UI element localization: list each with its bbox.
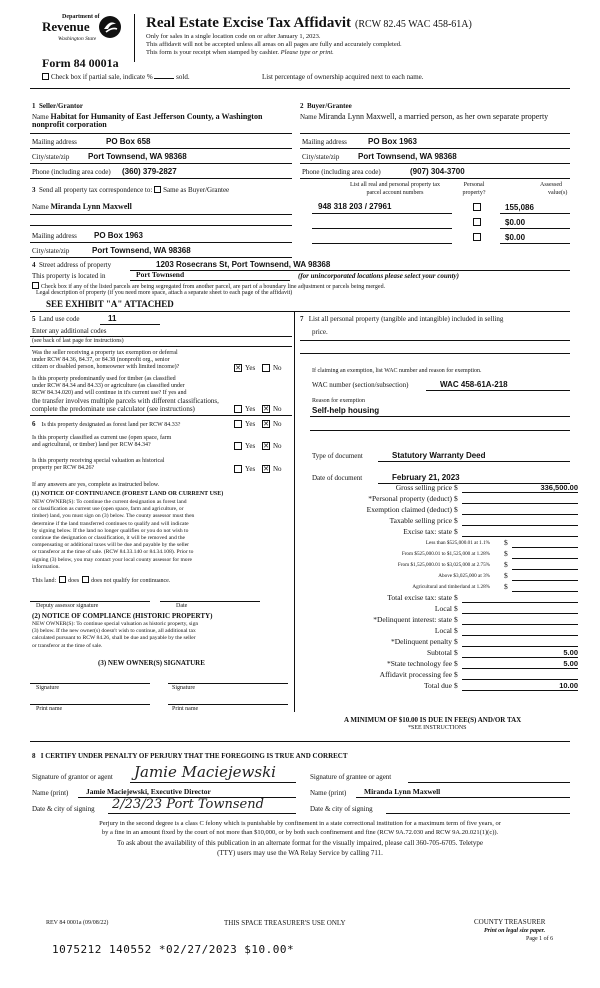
location-value[interactable]: Port Townsend <box>136 270 185 279</box>
dollar-sign: $ <box>504 571 508 580</box>
deputy-assessor-label: Deputy assessor signature <box>36 603 99 609</box>
continuance-line: or transferor at the time of sale. (RCW 84.33.140 or 84.34.108). Prior to <box>32 549 194 556</box>
personal-property-heading-2: price. <box>312 328 328 336</box>
tax-row <box>300 505 578 515</box>
forest-no-checkbox[interactable]: ✕ <box>263 420 269 428</box>
grantee-signature-label: Signature of grantee or agent <box>310 773 392 781</box>
perjury-line-1: Perjury in the second degree is a class C felony which is punishable by confinement in a state correctional institution for a maximum term of five years, or <box>99 820 501 827</box>
section-1-number: 1 <box>32 102 36 110</box>
continuance-line: compensating or additional taxes will be due and payable by the seller <box>32 542 190 549</box>
corr-name-label: Name <box>32 203 49 211</box>
corr-heading: Send all property tax correspondence to: <box>39 186 153 194</box>
q-current-use-1: Is this property classified as current use (open space, farm <box>32 435 172 441</box>
buyer-phone-label: Phone (including area code) <box>302 168 381 176</box>
dollar-sign: $ <box>504 538 508 547</box>
doc-type-label: Type of document <box>312 452 363 460</box>
q-historic-2: property per RCW 84.26? <box>32 465 95 471</box>
tax-row-label: Total due <box>423 681 452 690</box>
continuance-body <box>32 499 294 571</box>
tax-row-label: Local <box>434 626 452 635</box>
see-instructions-note: *SEE INSTRUCTIONS <box>408 725 467 731</box>
new-owner-signature-1: Signature <box>36 685 59 691</box>
tax-row-label: From $1,525,000.01 to $3,025,000 at 2.75% <box>397 562 490 568</box>
segregated-label: Check box if any of the listed parcels are being segregated from another parcel, are part of a boundary line adjustment or parcels being merged. <box>41 284 386 290</box>
buyer-name-value[interactable]: Miranda Lynn Maxwell, a married person, as her own separate property <box>318 112 549 121</box>
corr-mail-label: Mailing address <box>32 232 77 240</box>
q-historic-1: Is this property receiving special valuation as historical <box>32 458 165 464</box>
current-use-no-checkbox[interactable]: ✕ <box>263 442 269 450</box>
certification-statement: I CERTIFY UNDER PENALTY OF PERJURY THAT THE FOREGOING IS TRUE AND CORRECT <box>40 752 348 760</box>
corr-city-value[interactable]: Port Townsend, WA 98368 <box>92 246 191 255</box>
logo-revenue-text: Revenue <box>42 19 90 34</box>
seller-phone-value[interactable]: (360) 379-2827 <box>122 167 177 176</box>
compliance-line: calculated pursuant to RCW 84.26, shall be due and payable by the seller <box>32 635 196 642</box>
dollar-sign: $ <box>454 626 458 635</box>
continuance-line: continue the designation or classification, it will be removed and the <box>32 535 186 542</box>
new-owner-print-1: Print name <box>36 706 63 712</box>
tax-row <box>300 604 578 614</box>
tax-row <box>300 516 578 526</box>
personal-property-heading: List all personal property (tangible and intangible) included in selling <box>308 315 504 323</box>
section-8-number: 8 <box>32 752 36 760</box>
current-use-yes-label: Yes <box>245 442 256 450</box>
form-revision: REV 84 0001a (09/08/22) <box>46 920 109 926</box>
forest-no-label: No <box>273 420 282 428</box>
buyer-name-label: Name <box>300 113 317 121</box>
dollar-sign: $ <box>454 659 458 668</box>
land-use-label: Land use code <box>39 315 80 323</box>
same-as-buyer-label: Same as Buyer/Grantee <box>163 186 230 194</box>
q-timber-2: under RCW 84.34 and 84.33) or agriculture (as classified under <box>32 383 185 389</box>
ownership-note: List percentage of ownership acquired next to each name. <box>262 73 424 81</box>
timber-yes-checkbox[interactable] <box>234 405 242 413</box>
tax-row-label: Exemption claimed (deduct) <box>366 505 452 514</box>
grantee-name-value[interactable]: Miranda Lynn Maxwell <box>364 787 441 796</box>
exemption-yes-label: Yes <box>245 364 256 372</box>
continuance-line: by signing below. If the land no longer qualifies or you do not wish to <box>32 527 189 534</box>
exemption-no-checkbox[interactable] <box>262 364 270 372</box>
tax-row-label: Local <box>434 604 452 613</box>
section-6-number: 6 <box>32 420 36 428</box>
partial-sale-checkbox[interactable] <box>42 73 49 80</box>
compliance-heading: (2) NOTICE OF COMPLIANCE (HISTORIC PROPERTY) <box>32 612 213 620</box>
compliance-line: or transferor at the time of sale. <box>32 642 103 649</box>
grantor-name-label: Name (print) <box>32 789 69 797</box>
buyer-heading: Buyer/Grantee <box>307 102 352 110</box>
form-title: Real Estate Excise Tax Affidavit <box>146 15 351 31</box>
tax-row <box>300 549 578 559</box>
dollar-sign: $ <box>454 483 458 492</box>
assessed-value-1[interactable]: 155,086 <box>505 203 534 212</box>
historic-yes-label: Yes <box>245 465 256 473</box>
q-exemption-3: citizen or disabled person, homeowner with limited income)? <box>32 364 180 370</box>
legal-description-label: Legal description of property (if you need more space, attach a separate sheet to each page of the affidavit) <box>36 290 293 296</box>
form-number: Form 84 0001a <box>42 56 119 70</box>
additional-codes-note: (see back of last page for instructions) <box>32 338 124 344</box>
tax-row-label: Total excise tax: state <box>387 593 452 602</box>
continuance-heading: (1) NOTICE OF CONTINUANCE (FOREST LAND OR CURRENT USE) <box>32 491 224 497</box>
forest-yes-checkbox[interactable] <box>234 420 242 428</box>
tax-row <box>300 681 578 691</box>
dollar-sign: $ <box>504 549 508 558</box>
tax-row <box>300 483 578 493</box>
additional-codes-label: Enter any additional codes <box>32 327 107 335</box>
header-line-3b: Please type or print. <box>280 49 334 56</box>
does-checkbox[interactable] <box>59 576 66 583</box>
does-not-checkbox[interactable] <box>82 576 89 583</box>
tax-row-label: *Personal property (deduct) <box>368 494 452 503</box>
tax-row-label: Gross selling price <box>395 483 452 492</box>
personal-header-1: Personal <box>463 182 485 188</box>
minimum-due-note: A MINIMUM OF $10.00 IS DUE IN FEE(S) AND/OR TAX <box>344 716 522 724</box>
grantor-date-label: Date & city of signing <box>32 805 95 813</box>
street-value[interactable]: 1203 Rosecrans St, Port Townsend, WA 98368 <box>156 260 331 269</box>
perjury-line-4: (TTY) users may use the WA Relay Service by calling 711. <box>217 849 383 857</box>
cashier-stamp: 1075212 140552 *02/27/2023 $10.00* <box>52 943 295 956</box>
tax-row-label: From $525,000.01 to $1,525,000 at 1.28% <box>401 551 490 557</box>
dollar-sign: $ <box>504 560 508 569</box>
tax-row-label: *Delinquent penalty <box>390 637 452 646</box>
deputy-date-label: Date <box>176 603 188 609</box>
grantor-signature[interactable]: Jamie Maciejewski <box>134 763 276 781</box>
grantor-name-value[interactable]: Jamie Maciejewski, Executive Director <box>86 787 211 796</box>
tax-row <box>300 494 578 504</box>
q-timber-1: Is this property predominantly used for timber (as classified <box>32 376 176 382</box>
new-owner-print-2: Print name <box>172 706 199 712</box>
tax-row-value[interactable]: 336,500.00 <box>540 483 578 492</box>
wac-label: WAC number (section/subsection) <box>312 381 409 389</box>
q-timber-5: complete the predominate use calculator (see instructions) <box>32 405 195 413</box>
tax-row-value[interactable]: 5.00 <box>563 659 578 668</box>
form-title-block <box>146 14 472 32</box>
tax-row <box>300 626 578 636</box>
buyer-mail-value[interactable]: PO Box 1963 <box>368 137 417 146</box>
tax-row <box>300 659 578 669</box>
doc-type-value[interactable]: Statutory Warranty Deed <box>392 451 486 460</box>
dollar-sign: $ <box>454 670 458 679</box>
buyer-mail-label: Mailing address <box>302 138 347 146</box>
dollar-sign: $ <box>454 637 458 646</box>
doc-date-label: Date of document <box>312 474 363 482</box>
seller-name-value[interactable]: Habitat for Humanity of East Jefferson County, a Washington nonprofit corporation <box>32 112 263 129</box>
seller-heading: Seller/Grantor <box>39 102 83 110</box>
q-exemption-1: Was the seller receiving a property tax exemption or deferral <box>32 350 178 356</box>
tax-row-value[interactable]: 10.00 <box>559 681 578 690</box>
continuance-line: timber) land, you must sign on (3) below. The county assessor must then <box>32 513 195 520</box>
personal-property-checkbox-3[interactable] <box>473 233 481 241</box>
personal-property-checkbox-1[interactable] <box>473 203 481 211</box>
assessed-header-2: value(s) <box>548 190 568 196</box>
tax-row <box>300 560 578 570</box>
exemption-no-label: No <box>273 364 282 372</box>
tax-row <box>300 615 578 625</box>
section-6-note: If any answers are yes, complete as instructed below. <box>32 482 160 488</box>
compliance-body <box>32 621 294 650</box>
personal-header-2: property? <box>462 190 486 196</box>
tax-row-label: Subtotal <box>426 648 452 657</box>
q-exemption-2: under RCW 84.36, 84.37, or 84.38 (nonprofit org., senior <box>32 357 170 363</box>
dor-logo <box>40 14 122 52</box>
dollar-sign: $ <box>454 505 458 514</box>
q-current-use-2: and agricultural, or timber) land per RCW 84.34? <box>32 442 151 448</box>
current-use-yes-checkbox[interactable] <box>234 442 242 450</box>
perjury-line-3: To ask about the availability of this publication in an alternate format for the visually impaired, please call 360-705-6705. Teletype <box>116 839 484 847</box>
dollar-sign: $ <box>454 681 458 690</box>
legal-description-value[interactable]: SEE EXHIBIT "A" ATTACHED <box>46 299 174 309</box>
location-label: This property is located in <box>32 272 106 280</box>
assessed-header-1: Assessed <box>540 182 562 188</box>
seller-city-value[interactable]: Port Townsend, WA 98368 <box>88 152 187 161</box>
assessed-value-3[interactable]: $0.00 <box>505 233 526 242</box>
perjury-line-2: by a fine in an amount fixed by the court of not more than $10,000, or by both such confinement and fine (RCW 9A.72.030 and RCW 9A.20.021(1)(c)). <box>101 829 499 836</box>
historic-no-label: No <box>273 465 282 473</box>
tax-row <box>300 637 578 647</box>
page-number: Page 1 of 6 <box>526 936 554 942</box>
partial-sale-suffix: sold. <box>176 73 190 81</box>
seller-name-label: Name <box>32 113 49 121</box>
seller-mail-value[interactable]: PO Box 658 <box>106 137 151 146</box>
does-not-label: does not qualify for continuance. <box>91 578 171 584</box>
partial-sale-label: Check box if partial sale, indicate % <box>51 73 153 81</box>
historic-no-checkbox[interactable]: ✕ <box>263 465 269 473</box>
continuance-line: or classification as current use (open space, farm and agriculture, or <box>32 506 184 513</box>
segregated-checkbox[interactable] <box>32 282 39 289</box>
parcel-header-1: List all real and personal property tax <box>350 182 440 188</box>
seller-city-label: City/state/zip <box>32 153 70 161</box>
seller-mail-label: Mailing address <box>32 138 77 146</box>
historic-yes-checkbox[interactable] <box>234 465 242 473</box>
grantee-date-label: Date & city of signing <box>310 805 373 813</box>
current-use-no-label: No <box>273 442 282 450</box>
continuance-line: information. <box>32 563 60 570</box>
dollar-sign: $ <box>454 593 458 602</box>
tax-row-label: Less than $525,000.01 at 1.1% <box>425 540 490 546</box>
exemption-instruction: If claiming an exemption, list WAC number and reason for exemption. <box>312 368 482 374</box>
this-land-label: This land: <box>32 578 57 584</box>
parcel-header-2: parcel account numbers <box>366 190 424 196</box>
tax-row-label: *Delinquent interest: state <box>373 615 452 624</box>
corr-city-label: City/state/zip <box>32 247 70 255</box>
seller-phone-label: Phone (including area code) <box>32 168 111 176</box>
q-timber-4: the transfer involves multiple parcels with different classifications, <box>32 397 219 405</box>
continuance-line: NEW OWNER(S): To continue the current designation as forest land <box>32 499 187 505</box>
location-note: (for unincorporated locations please select your county) <box>298 272 459 280</box>
tax-row-label: Agricultural and timberland at 1.28% <box>412 584 490 590</box>
dollar-sign: $ <box>504 582 508 591</box>
wac-value[interactable]: WAC 458-61A-218 <box>440 380 508 389</box>
header-line-2: This affidavit will not be accepted unless all areas on all pages are fully and accurately completed. <box>146 41 402 48</box>
dollar-sign: $ <box>454 516 458 525</box>
dollar-sign: $ <box>454 527 458 536</box>
tax-row <box>300 571 578 581</box>
section-4-number: 4 <box>32 261 36 269</box>
corr-name-value[interactable]: Miranda Lynn Maxwell <box>50 202 132 211</box>
parcel-number-value[interactable]: 948 318 203 / 27961 <box>318 202 392 211</box>
tax-row <box>300 670 578 680</box>
street-label: Street address of property <box>39 261 112 269</box>
treasurer-use-note: THIS SPACE TREASURER'S USE ONLY <box>224 919 346 927</box>
compliance-line: (3) below. If the new owner(s) doesn't wish to continue, all additional tax <box>32 628 196 635</box>
corr-mail-value[interactable]: PO Box 1963 <box>94 231 143 240</box>
land-use-value[interactable]: 11 <box>108 314 117 323</box>
grantor-date-value[interactable]: 2/23/23 Port Townsend <box>112 797 264 812</box>
tax-row-label: Affidavit processing fee <box>379 670 452 679</box>
tax-row-label: *State technology fee <box>387 659 452 668</box>
wa-seal-icon <box>98 15 122 39</box>
header-line-1: Only for sales in a single location code on or after January 1, 2023. <box>146 33 321 40</box>
tax-row <box>300 582 578 592</box>
buyer-phone-value[interactable]: (907) 304-3700 <box>410 167 465 176</box>
q-forest: Is this property designated as forest land per RCW 84.33? <box>41 422 181 428</box>
q-timber-3: RCW 84.34.020) and will continue in it's current use? If yes and <box>32 390 187 396</box>
continuance-line: determine if the land transferred continues to qualify and will indicate <box>32 520 189 527</box>
section-7-number: 7 <box>300 315 304 323</box>
tax-row <box>300 538 578 548</box>
tax-row <box>300 593 578 603</box>
tax-row-value[interactable]: 5.00 <box>563 648 578 657</box>
dollar-sign: $ <box>454 615 458 624</box>
reason-label: Reason for exemption <box>312 398 365 404</box>
timber-no-label: No <box>273 405 282 413</box>
compliance-line: NEW OWNER(S): To continue special valuation as historic property, sign <box>32 621 199 627</box>
same-as-buyer-checkbox[interactable] <box>154 186 161 193</box>
dollar-sign: $ <box>454 604 458 613</box>
new-owner-signature-heading: (3) NEW OWNER(S) SIGNATURE <box>98 659 205 667</box>
timber-yes-label: Yes <box>245 405 256 413</box>
tax-row-label: Above $3,025,000 at 3% <box>438 573 490 579</box>
assessed-value-2[interactable]: $0.00 <box>505 218 526 227</box>
doc-date-value[interactable]: February 21, 2023 <box>392 473 460 482</box>
grantor-signature-label: Signature of grantor or agent <box>32 773 113 781</box>
dollar-sign: $ <box>454 648 458 657</box>
forest-yes-label: Yes <box>245 420 256 428</box>
buyer-city-value[interactable]: Port Townsend, WA 98368 <box>358 152 457 161</box>
section-2-number: 2 <box>300 102 304 110</box>
tax-row-label: Excise tax: state <box>403 527 452 536</box>
new-owner-signature-2: Signature <box>172 685 195 691</box>
logo-state-text: Washington State <box>58 36 97 42</box>
section-3-number: 3 <box>32 186 36 194</box>
header-line-3: This form is your receipt when stamped by cashier. <box>146 49 280 56</box>
does-label: does <box>68 578 80 584</box>
tax-row <box>300 648 578 658</box>
form-rcw: (RCW 82.45 WAC 458-61A) <box>355 19 472 30</box>
reason-value[interactable]: Self-help housing <box>312 406 380 415</box>
dollar-sign: $ <box>454 494 458 503</box>
legal-size-note: Print on legal size paper. <box>484 928 546 934</box>
logo-dept-line: Department of <box>62 14 100 20</box>
timber-no-checkbox[interactable]: ✕ <box>263 405 269 413</box>
section-5-number: 5 <box>32 315 36 323</box>
grantee-name-label: Name (print) <box>310 789 347 797</box>
county-treasurer-label: COUNTY TREASURER <box>474 918 546 926</box>
personal-property-checkbox-2[interactable] <box>473 218 481 226</box>
exemption-yes-checkbox[interactable]: ✕ <box>235 364 241 372</box>
continuance-line: signing (3) below, you may contact your local county assessor for more <box>32 556 192 563</box>
tax-row <box>300 527 578 537</box>
tax-row-label: Taxable selling price <box>389 516 452 525</box>
buyer-city-label: City/state/zip <box>302 153 340 161</box>
